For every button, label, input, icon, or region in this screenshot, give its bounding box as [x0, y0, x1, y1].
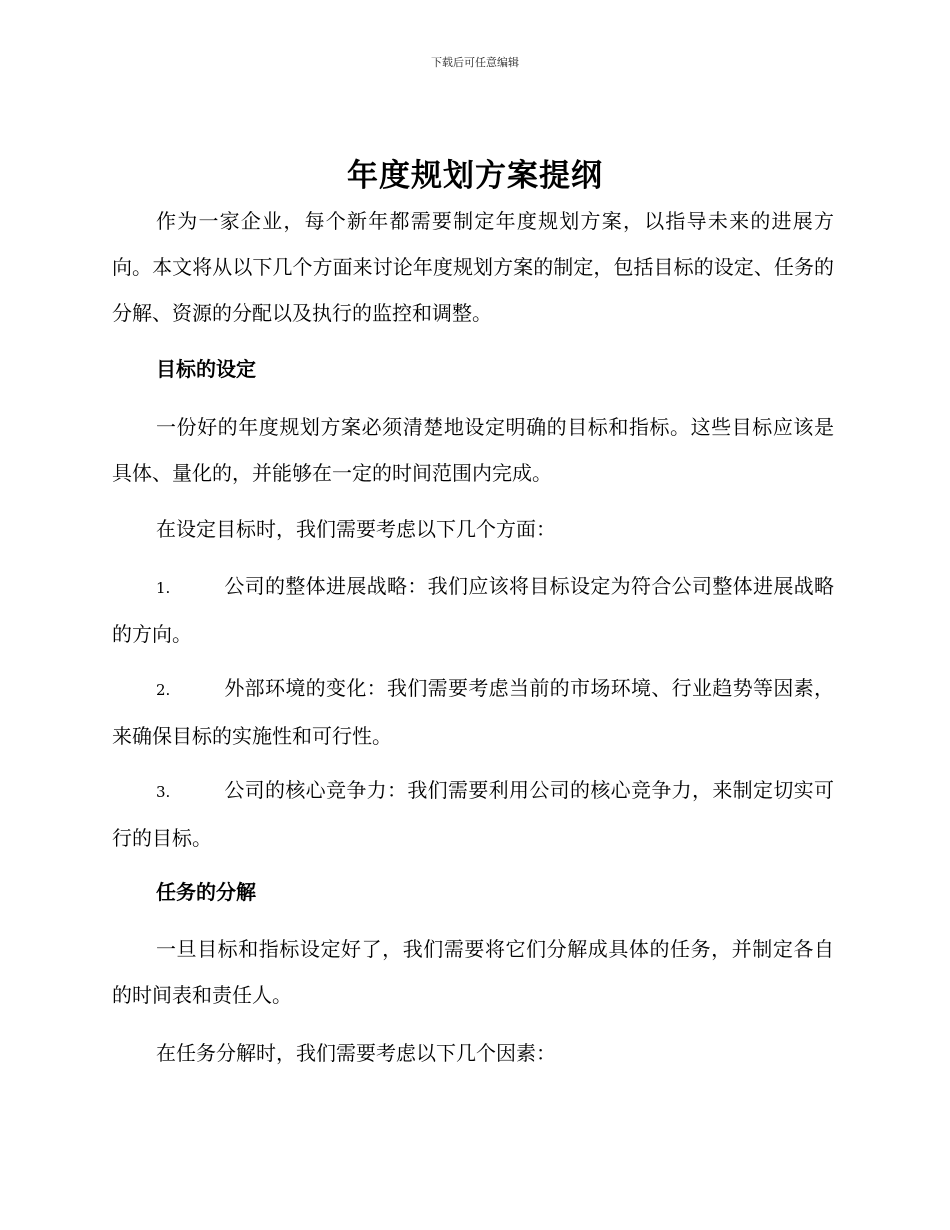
section-heading-goals: 目标的设定: [156, 357, 256, 381]
document-title: 年度规划方案提纲: [347, 158, 603, 194]
list-item-text: 公司的核心竞争力：我们需要利用公司的核心竞争力，来制定切实可行的目标。: [112, 778, 834, 850]
list-number: 3.: [156, 783, 171, 801]
list-item-text: 外部环境的变化：我们需要考虑当前的市场环境、行业趋势等因素，来确保目标的实施性和可行性。: [112, 676, 834, 748]
goals-list-item-2: [112, 665, 834, 759]
section-heading-tasks: 任务的分解: [156, 880, 256, 904]
list-number: 1.: [156, 579, 171, 597]
goals-list-item-3: [112, 767, 834, 861]
goals-list-item-1: [112, 563, 834, 657]
list-item-text: 公司的整体进展战略：我们应该将目标设定为符合公司整体进展战略的方向。: [112, 574, 834, 646]
goals-paragraph-1: 一份好的年度规划方案必须清楚地设定明确的目标和指标。这些目标应该是具体、量化的，并能够在一定的时间范围内完成。: [112, 415, 834, 485]
intro-paragraph: 作为一家企业，每个新年都需要制定年度规划方案，以指导未来的进展方向。本文将从以下几个方面来讨论年度规划方案的制定，包括目标的设定、任务的分解、资源的分配以及执行的监控和调整。: [112, 209, 834, 325]
header-note: 下载后可任意编辑: [431, 56, 519, 69]
tasks-paragraph-1: 一旦目标和指标设定好了，我们需要将它们分解成具体的任务，并制定各自的时间表和责任人。: [112, 937, 834, 1007]
goals-paragraph-2: 在设定目标时，我们需要考虑以下几个方面：: [156, 517, 556, 541]
tasks-paragraph-2: 在任务分解时，我们需要考虑以下几个因素：: [156, 1041, 556, 1065]
list-number: 2.: [156, 681, 171, 699]
